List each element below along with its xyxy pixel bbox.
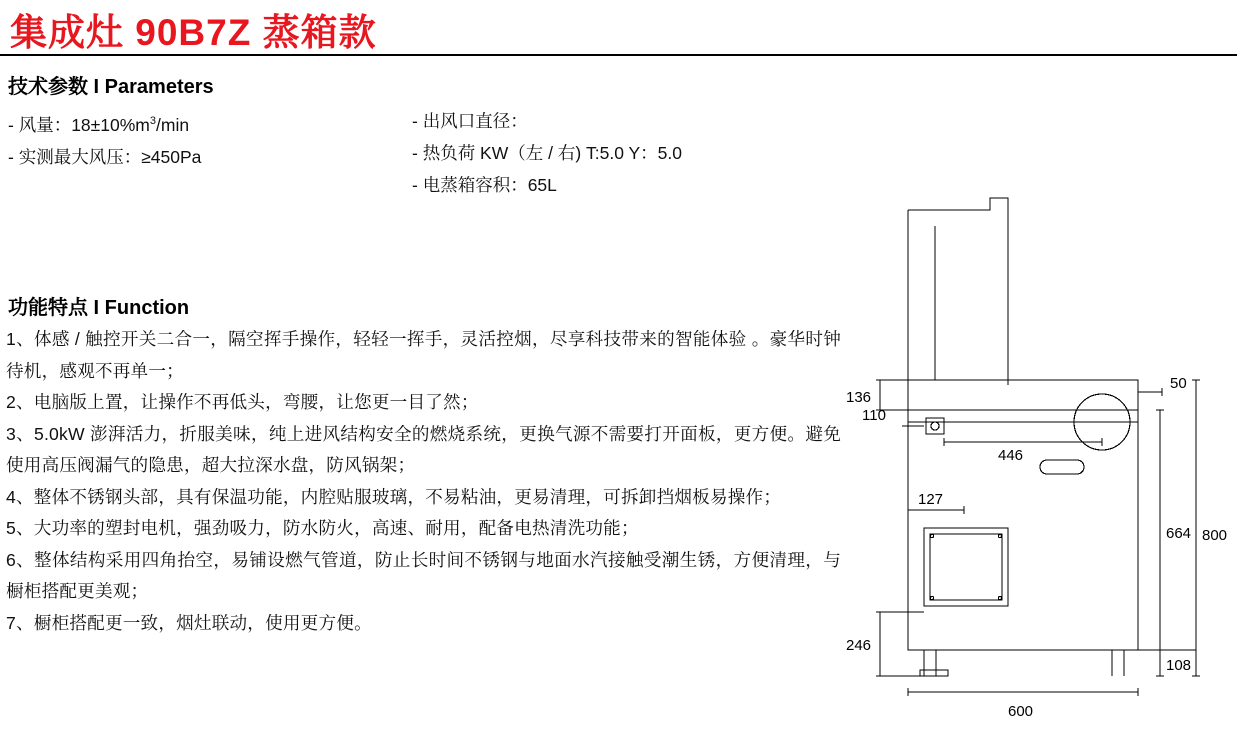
parameters-section-heading: 技术参数 I Parameters [8,76,214,98]
function-item: 1、体感 / 触控开关二合一，隔空挥手操作，轻轻一挥手，灵活控烟，尽享科技带来的智能体验 。豪华时钟待机，感观不再单一； [6,329,841,381]
function-item: 5、大功率的塑封电机，强劲吸力，防水防火，高速、耐用，配备电热清洗功能； [6,518,639,538]
dim-label-246: 246 [846,637,872,654]
drawing-flue-top [908,198,1008,385]
ext-line-a [880,380,908,410]
param-outlet-diameter: - 出风口直径： [412,111,528,131]
drawing-cabinet [908,410,1138,650]
dim-label-800: 800 [1202,527,1228,544]
param-steam-capacity: - 电蒸箱容积：65L [412,175,557,195]
drawing-knob-icon [931,422,939,430]
drawing-hood-body [908,380,1138,410]
function-list [6,324,841,639]
function-item: 4、整体不锈钢头部，具有保温功能，内腔贴服玻璃，不易粘油，更易清理，可拆卸挡烟板易操作； [6,486,782,507]
function-item: 2、电脑版上置，让操作不再低头，弯腰，让您更一目了然； [6,392,479,412]
dim-label-664: 664 [1166,525,1192,542]
function-section-heading: 功能特点 I Function [8,297,190,319]
param-air-volume [8,105,201,141]
drawing-screw-icon [998,534,1001,537]
title-bar [0,0,1237,56]
dim-label-108: 108 [1166,657,1192,674]
param-air-volume-unit-rest: /min [156,114,190,135]
ext-line-b [880,612,924,676]
drawing-drip-tray [1040,460,1084,474]
drawing-screw-icon [930,596,933,599]
technical-drawing [840,170,1230,720]
param-air-volume-unit-sup: 3 [149,115,157,127]
drawing-screw-icon [998,596,1001,599]
dim-label-50: 50 [1170,375,1187,392]
param-air-volume-value: 18±10%m [71,114,150,135]
page-title: 集成灶 90B7Z 蒸箱款 [10,12,377,53]
drawing-screw-icon [930,534,933,537]
dim-label-127: 127 [918,491,944,508]
param-heat-load: - 热负荷 KW（左 / 右) T:5.0 Y：5.0 [412,143,683,163]
function-item: 3、5.0kW 澎湃活力，折服美味，纯上进风结构安全的燃烧系统，更换气源不需要打开面板，更方便。避免使用高压阀漏气的隐患，超大拉深水盘，防风锅架； [6,423,841,475]
drawing-steam-oven-door [924,528,1008,606]
dim-label-446: 446 [998,447,1024,464]
function-item: 6、整体结构采用四角抬空，易铺设燃气管道，防止长时间不锈钢与地面水汽接触受潮生锈，方便清理，与橱柜搭配更美观； [6,549,841,601]
function-item: 7、橱柜搭配更一致，烟灶联动，使用更方便。 [6,612,372,633]
parameters-left-column [8,105,201,173]
param-air-volume-label: - 风量： [8,114,72,135]
dim-label-136: 136 [846,389,872,406]
dim-label-600: 600 [1008,703,1034,720]
drawing-control-panel [926,418,944,434]
title-divider [0,54,1237,56]
drawing-steam-oven-glass [930,534,1002,600]
dim-label-110: 110 [862,407,886,424]
param-max-pressure: - 实测最大风压：≥450Pa [8,146,202,167]
parameters-right-column [412,105,682,201]
